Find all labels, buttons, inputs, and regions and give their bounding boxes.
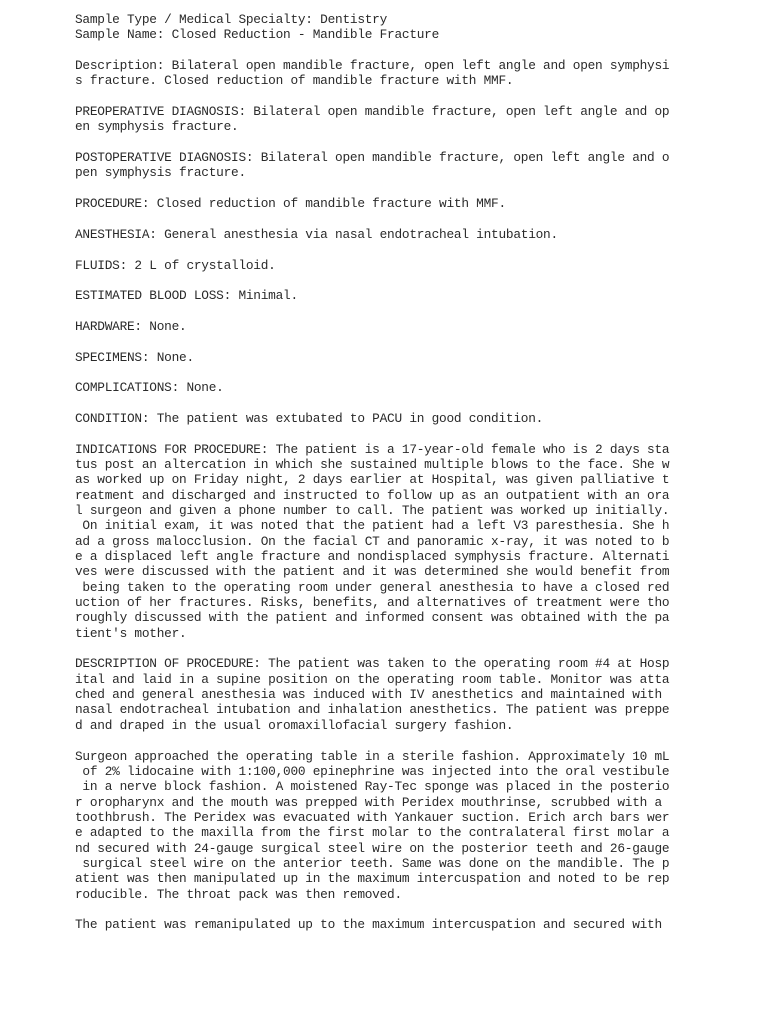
- text-line: roducible. The throat pack was then removed.: [75, 886, 402, 902]
- text-line: nd secured with 24-gauge surgical steel wire on the posterior teeth and 26-gauge: [75, 840, 670, 856]
- document-page: [75, 12, 685, 933]
- text-line: INDICATIONS FOR PROCEDURE: The patient is a 17-year-old female who is 2 days sta: [75, 441, 670, 457]
- preoperative-diagnosis-section: [75, 104, 685, 135]
- text-line: r oropharynx and the mouth was prepped with Peridex mouthrinse, scrubbed with a: [75, 794, 670, 810]
- text-line: PREOPERATIVE DIAGNOSIS: Bilateral open mandible fracture, open left angle and op: [75, 104, 670, 120]
- surgeon-paragraph: [75, 749, 685, 902]
- text-line: toothbrush. The Peridex was evacuated with Yankauer suction. Erich arch bars wer: [75, 809, 670, 825]
- description-of-procedure-section: [75, 656, 685, 733]
- text-line: ched and general anesthesia was induced with IV anesthetics and maintained with: [75, 687, 670, 703]
- text-line: tient's mother.: [75, 625, 187, 641]
- hardware-line: HARDWARE: None.: [75, 318, 187, 334]
- text-line: en symphysis fracture.: [75, 119, 239, 135]
- text-line: nasal endotracheal intubation and inhalation anesthetics. The patient was preppe: [75, 702, 670, 718]
- text-line: d and draped in the usual oromaxillofacial surgery fashion.: [75, 717, 514, 733]
- text-line: surgical steel wire on the anterior teeth. Same was done on the mandible. The p: [75, 855, 670, 871]
- complications-line: COMPLICATIONS: None.: [75, 380, 224, 396]
- postoperative-diagnosis-section: [75, 150, 685, 181]
- text-line: Description: Bilateral open mandible fracture, open left angle and open symphysi: [75, 58, 670, 74]
- text-line: roughly discussed with the patient and informed consent was obtained with the pa: [75, 610, 670, 626]
- indications-section: [75, 442, 685, 641]
- text-line: reatment and discharged and instructed to follow up as an outpatient with an ora: [75, 487, 670, 503]
- text-line: in a nerve block fashion. A moistened Ray-Tec sponge was placed in the posterio: [75, 779, 670, 795]
- remanipulated-line: The patient was remanipulated up to the maximum intercuspation and secured with: [75, 917, 662, 933]
- text-line: ad a gross malocclusion. On the facial CT and panoramic x-ray, it was noted to b: [75, 533, 670, 549]
- condition-line: CONDITION: The patient was extubated to PACU in good condition.: [75, 410, 544, 426]
- text-line: tus post an altercation in which she sustained multiple blows to the face. She w: [75, 456, 670, 472]
- text-line: atient was then manipulated up in the maximum intercuspation and noted to be rep: [75, 871, 670, 887]
- description-section: [75, 58, 685, 89]
- text-line: e adapted to the maxilla from the first molar to the contralateral first molar a: [75, 825, 670, 841]
- text-line: On initial exam, it was noted that the patient had a left V3 paresthesia. She h: [75, 518, 670, 534]
- fluids-line: FLUIDS: 2 L of crystalloid.: [75, 257, 276, 273]
- procedure-line: PROCEDURE: Closed reduction of mandible fracture with MMF.: [75, 196, 506, 212]
- specimens-line: SPECIMENS: None.: [75, 349, 194, 365]
- text-line: Surgeon approached the operating table in a sterile fashion. Approximately 10 mL: [75, 748, 670, 764]
- text-line: POSTOPERATIVE DIAGNOSIS: Bilateral open mandible fracture, open left angle and o: [75, 150, 670, 166]
- text-line: s fracture. Closed reduction of mandible fracture with MMF.: [75, 73, 514, 89]
- anesthesia-line: ANESTHESIA: General anesthesia via nasal endotracheal intubation.: [75, 226, 558, 242]
- text-line: ital and laid in a supine position on the operating room table. Monitor was atta: [75, 671, 670, 687]
- text-line: e a displaced left angle fracture and nondisplaced symphysis fracture. Alternati: [75, 549, 670, 565]
- text-line: pen symphysis fracture.: [75, 165, 246, 181]
- text-line: l surgeon and given a phone number to call. The patient was worked up initially.: [75, 503, 670, 518]
- text-line: ves were discussed with the patient and it was determined she would benefit from: [75, 564, 670, 580]
- sample-type-line: Sample Type / Medical Specialty: Dentistry: [75, 12, 388, 27]
- text-line: uction of her fractures. Risks, benefits, and alternatives of treatment were tho: [75, 595, 670, 611]
- text-line: being taken to the operating room under general anesthesia to have a closed red: [75, 579, 670, 595]
- text-line: as worked up on Friday night, 2 days earlier at Hospital, was given palliative t: [75, 472, 670, 488]
- sample-name-line: Sample Name: Closed Reduction - Mandible Fracture: [75, 27, 440, 43]
- estimated-blood-loss-line: ESTIMATED BLOOD LOSS: Minimal.: [75, 288, 298, 304]
- text-line: of 2% lidocaine with 1:100,000 epinephrine was injected into the oral vestibule: [75, 763, 670, 779]
- text-line: DESCRIPTION OF PROCEDURE: The patient was taken to the operating room #4 at Hosp: [75, 656, 670, 672]
